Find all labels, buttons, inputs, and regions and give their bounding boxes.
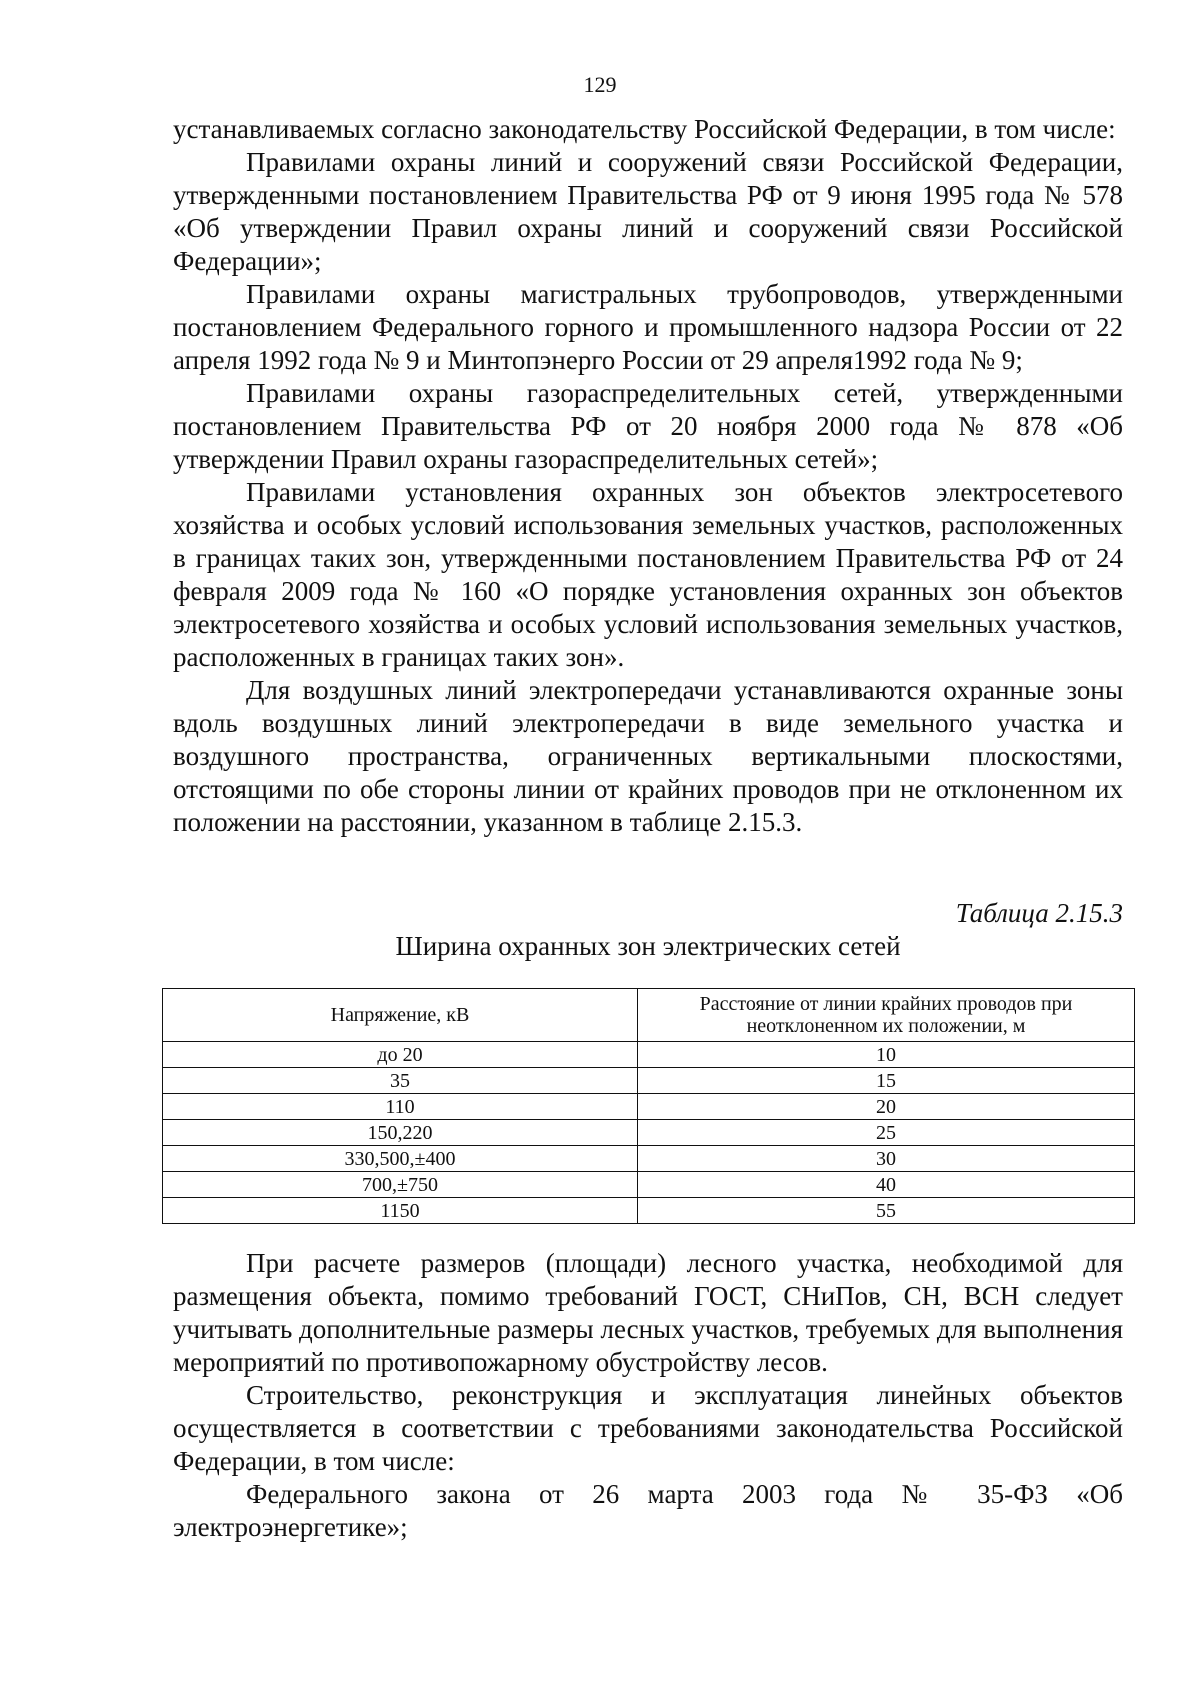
cell-distance: 30 (638, 1146, 1135, 1172)
column-header-voltage: Напряжение, кВ (163, 989, 638, 1042)
page-number: 129 (583, 72, 617, 97)
table-row (163, 1198, 1135, 1224)
cell-voltage: 110 (163, 1094, 638, 1120)
column-header-distance: Расстояние от линии крайних проводов при неотклоненном их положении, м (638, 989, 1135, 1042)
paragraph: Федерального закона от 26 марта 2003 года № 35-ФЗ «Об электроэнергетике»; (173, 1479, 1123, 1542)
cell-voltage: 1150 (163, 1198, 638, 1224)
table-row (163, 1042, 1135, 1068)
paragraph: Правилами охраны линий и сооружений связи Российской Федерации, утвержденными постановлением Правительства РФ от 9 июня 1995 года № 578 «Об утверждении Правил охраны линий и сооружений связи Российской Федерации»; (173, 147, 1123, 276)
table-caption (173, 897, 1123, 963)
cell-distance: 40 (638, 1172, 1135, 1198)
table-row (163, 1172, 1135, 1198)
table-row (163, 1094, 1135, 1120)
cell-distance: 10 (638, 1042, 1135, 1068)
table-label: Таблица 2.15.3 (955, 898, 1123, 928)
cell-voltage: 150,220 (163, 1120, 638, 1146)
cell-distance: 15 (638, 1068, 1135, 1094)
cell-distance: 20 (638, 1094, 1135, 1120)
table-row (163, 1120, 1135, 1146)
cell-voltage: 35 (163, 1068, 638, 1094)
cell-distance: 55 (638, 1198, 1135, 1224)
paragraph: Строительство, реконструкция и эксплуатация линейных объектов осуществляется в соответствии с требованиями законодательства Российской Федерации, в том числе: (173, 1380, 1123, 1476)
table-header-row (163, 989, 1135, 1042)
cell-voltage: 700,±750 (163, 1172, 638, 1198)
cell-distance: 25 (638, 1120, 1135, 1146)
table-row (163, 1146, 1135, 1172)
paragraph: Правилами охраны магистральных трубопроводов, утвержденными постановлением Федерального горного и промышленного надзора России от 22 апреля 1992 года № 9 и Минтопэнерго России от 29 апреля1992 года № 9; (173, 279, 1123, 375)
paragraph: Для воздушных линий электропередачи устанавливаются охранные зоны вдоль воздушных линий электропередачи в виде земельного участка и воздушного пространства, ограниченных вертикальными плоскостями, отстоящими по обе стороны линии от крайних проводов при не отклоненном их положении на расстоянии, указанном в таблице 2.15.3. (173, 675, 1123, 837)
cell-voltage: до 20 (163, 1042, 638, 1068)
table-row (163, 1068, 1135, 1094)
top-text-block (173, 113, 1123, 839)
paragraph: Правилами установления охранных зон объектов электросетевого хозяйства и особых условий использования земельных участков, расположенных в границах таких зон, утвержденными постановлением Правительства РФ от 24 февраля 2009 года № 160 «О порядке установления охранных зон объектов электросетевого хозяйства и особых условий использования земельных участков, расположенных в границах таких зон». (173, 477, 1123, 672)
paragraph: устанавливаемых согласно законодательству Российской Федерации, в том числе: (173, 114, 1116, 144)
cell-voltage: 330,500,±400 (163, 1146, 638, 1172)
paragraph: При расчете размеров (площади) лесного участка, необходимой для размещения объекта, помимо требований ГОСТ, СНиПов, СН, ВСН следует учитывать дополнительные размеры лесных участков, требуемых для выполнения мероприятий по противопожарному обустройству лесов. (173, 1248, 1123, 1377)
protection-zones-table (162, 988, 1135, 1224)
paragraph: Правилами охраны газораспределительных сетей, утвержденными постановлением Правительства РФ от 20 ноября 2000 года № 878 «Об утверждении Правил охраны газораспределительных сетей»; (173, 378, 1123, 474)
bottom-text-block (173, 1247, 1123, 1544)
table-title: Ширина охранных зон электрических сетей (395, 931, 901, 961)
